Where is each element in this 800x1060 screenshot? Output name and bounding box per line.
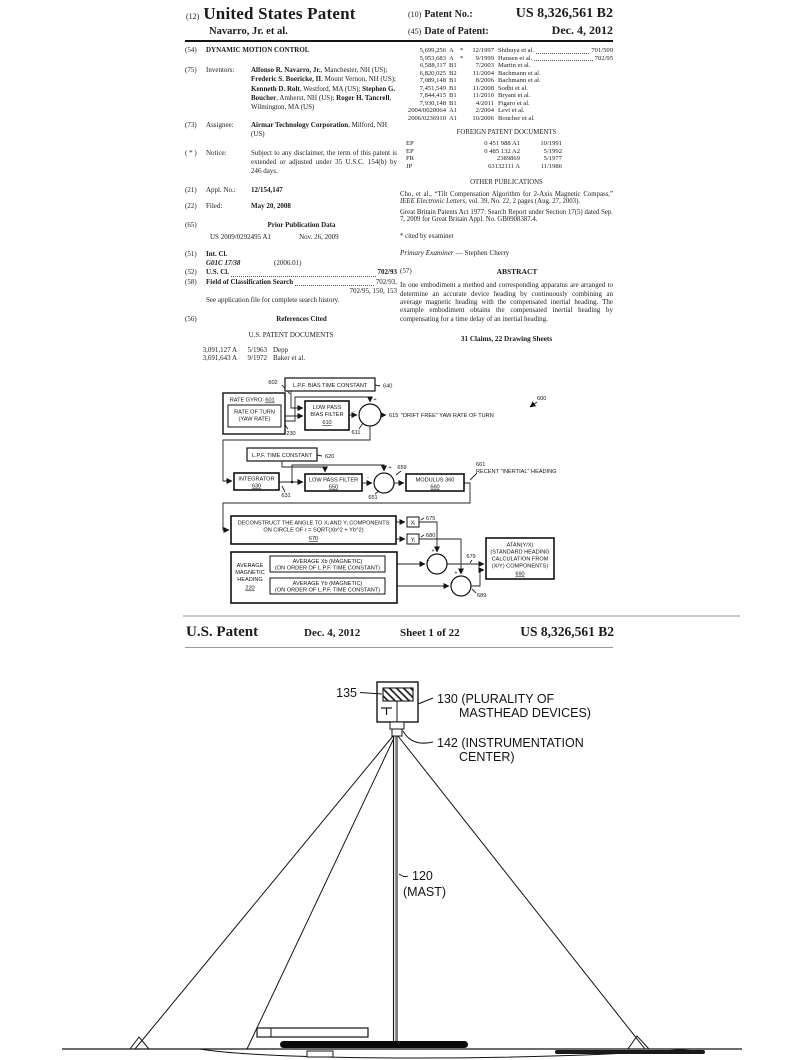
masthead-assembly: [377, 682, 418, 736]
cit-star: [460, 70, 467, 78]
mast-and-rigging: [135, 736, 645, 1049]
ref-name: Depp: [273, 345, 289, 354]
cit-kind: B1: [449, 77, 457, 84]
svg-text:601: 601: [265, 397, 275, 404]
svg-text:CALCULATION FROM: CALCULATION FROM: [491, 556, 549, 563]
bimini-bar: [280, 1041, 468, 1048]
svg-text:679: 679: [466, 554, 476, 560]
svg-text:660: 660: [430, 484, 440, 491]
label-130-line1: 130 (PLURALITY OF: [437, 692, 555, 706]
cit-no: 2004/0020064: [407, 107, 446, 114]
svg-text:659: 659: [397, 465, 407, 471]
foreign-cc: EP: [406, 147, 414, 155]
page-break-divider: [183, 615, 740, 617]
inventor-loc: , Manchester, NH (US);: [320, 66, 388, 75]
patent-number-row: [408, 6, 613, 22]
foreign-no: 2389869: [496, 155, 520, 163]
foreign-no: 0 485 132 A2: [484, 147, 520, 155]
patent-authors: Navarro, Jr. et al.: [209, 26, 288, 37]
svg-text:RECENT "INERTIAL" HEADING: RECENT "INERTIAL" HEADING: [476, 469, 557, 475]
citation-row: [400, 55, 613, 63]
pub1-post: , vol. 39, No. 22, 2 pages (Aug. 27, 2003).: [465, 198, 581, 206]
sheet-date: Dec. 4, 2012: [304, 627, 361, 639]
label-142-line2: CENTER): [459, 750, 515, 764]
cit-name: Bachmann et al.: [498, 77, 541, 84]
cit-date: 12/1997: [472, 47, 494, 54]
svg-text:HEADING: HEADING: [237, 577, 263, 583]
field-65-num: (65): [185, 220, 197, 229]
assignee-value: [251, 121, 397, 139]
examiner-name: — Stephen Cherry: [453, 248, 510, 257]
field-num-45: (45): [408, 27, 422, 36]
svg-text:(YAW RATE): (YAW RATE): [238, 416, 271, 423]
cit-kind: A: [449, 47, 454, 54]
svg-text:+: +: [431, 548, 435, 555]
front-left-column: [185, 46, 397, 362]
svg-text:690: 690: [515, 571, 525, 578]
field-22-filed: [185, 202, 397, 211]
assignee-label: Assignee:: [206, 121, 234, 130]
field-num-12: (12): [186, 12, 200, 21]
cit-star: [460, 92, 467, 100]
us-ref-row: [185, 346, 397, 354]
cit-name: Hansen et al.: [498, 54, 533, 62]
svg-text:L.P.F. BIAS TIME CONSTANT: L.P.F. BIAS TIME CONSTANT: [292, 383, 368, 389]
us-ref-row: [185, 354, 397, 362]
appl-no-label: Appl. No.:: [206, 186, 236, 195]
foreign-date: 5/1977: [543, 155, 562, 163]
svg-text:RATE OF TURN: RATE OF TURN: [234, 409, 275, 416]
svg-text:630: 630: [251, 483, 262, 490]
pub1-pre: Cho, et al., “Tilt Compensation Algorithm for 2-Axis Magnetic Compass,”: [400, 190, 613, 198]
us-cl-label: U.S. Cl.: [206, 268, 229, 277]
field-num-10: (10): [408, 10, 422, 19]
abstract-text: In one embodiment a method and corresponding apparatus are arranged to determine an accurate device heading by continuously combining an average magnetic heading with the compensated inertial heading. The example embodiment obtains the compensated inertial heading by compensating for a time delay of an inertial heading.: [400, 281, 613, 323]
svg-text:MODULUS 360: MODULUS 360: [415, 477, 455, 484]
abstract-title: ABSTRACT: [496, 267, 538, 277]
label-135: 135: [336, 686, 357, 700]
cit-star: [460, 115, 467, 123]
foreign-cc: JP: [406, 162, 413, 170]
cit-star: [460, 100, 467, 108]
cit-no: 5,699,256: [419, 47, 446, 54]
svg-text:640: 640: [383, 383, 393, 390]
cit-class: 701/509: [591, 47, 613, 54]
svg-text:LOW PASS: LOW PASS: [312, 405, 342, 411]
primary-examiner: [400, 249, 613, 258]
pub1-journal: IEEE Electronic Letters: [400, 198, 466, 206]
svg-text:+: +: [373, 397, 377, 403]
svg-text:230: 230: [286, 431, 296, 437]
inventors-list: [251, 66, 397, 112]
field-75-num: (75): [185, 66, 197, 75]
foreign-date: 10/1991: [540, 140, 562, 148]
svg-text:AVERAGE Xb (MAGNETIC): AVERAGE Xb (MAGNETIC): [292, 559, 363, 565]
svg-text:(X/Y) COMPONENTS): (X/Y) COMPONENTS): [491, 563, 549, 570]
prior-pub-row: [185, 233, 397, 242]
foreign-documents-table: [400, 140, 613, 170]
svg-text:650: 650: [328, 484, 339, 491]
label-120: 120: [412, 869, 433, 883]
citation-row: [400, 115, 613, 123]
figure-600-block-diagram: [185, 370, 620, 615]
sailboat-labels: [336, 686, 591, 899]
field-52-num: (52): [185, 268, 197, 277]
shroud: [247, 738, 394, 1049]
cit-star: [460, 107, 467, 115]
prior-pub-number: US 2009/0292495 A1: [210, 232, 272, 241]
citation-row: [400, 92, 613, 100]
label-130-line2: MASTHEAD DEVICES): [459, 706, 591, 720]
svg-text:L.P.F. TIME CONSTANT: L.P.F. TIME CONSTANT: [251, 453, 313, 459]
cit-no: 6,820,025: [419, 69, 446, 77]
cit-star: [460, 85, 467, 93]
foreign-cc: FR: [406, 155, 415, 163]
examiner-label: Primary Examiner: [400, 248, 454, 257]
svg-text:661: 661: [476, 462, 486, 468]
field-54-num: (54): [185, 46, 197, 54]
cit-no: 2006/0236910: [407, 114, 446, 122]
cit-date: 4/2011: [475, 99, 494, 107]
filed-date: May 20, 2008: [251, 202, 291, 211]
front-right-column: [400, 47, 613, 344]
field-57-num: (57): [400, 267, 412, 276]
inventor-name: Kenneth D. Rolt: [251, 84, 300, 93]
notice-num: ( * ): [185, 148, 197, 157]
inventor-loc: , Westford, MA (US);: [299, 84, 363, 93]
prior-pub-date: Nov. 26, 2009: [299, 232, 339, 241]
cit-kind: B1: [449, 84, 457, 92]
svg-text:ATAN(Y/X): ATAN(Y/X): [506, 542, 534, 549]
inventor-name: Stephen G. Boucher: [251, 84, 396, 102]
prior-pub-title: Prior Publication Data: [267, 220, 336, 229]
inventor-name: Frederic S. Boericke, II: [251, 75, 322, 84]
cit-date: 9/1999: [475, 54, 494, 62]
patent-title: United States Patent: [203, 4, 356, 23]
foreign-row: [400, 140, 613, 148]
field-51-intcl: [185, 250, 397, 259]
svg-text:Xᵢ: Xᵢ: [410, 520, 416, 527]
claims-line: 31 Claims, 22 Drawing Sheets: [460, 334, 553, 343]
label-120-mast: (MAST): [403, 885, 447, 899]
svg-text:-: -: [353, 409, 355, 415]
svg-text:BIAS FILTER: BIAS FILTER: [310, 412, 344, 418]
cit-no: 7,930,148: [419, 99, 446, 107]
field-search-label: Field of Classification Search: [206, 277, 294, 286]
svg-text:-: -: [367, 475, 369, 481]
svg-text:"DRIFT FREE" YAW RATE OF TURN: "DRIFT FREE" YAW RATE OF TURN: [401, 413, 494, 419]
field-51-num: (51): [185, 250, 197, 259]
citation-row: [400, 70, 613, 78]
cited-by-examiner: * cited by examiner: [400, 232, 454, 240]
sheet-number: Sheet 1 of 22: [400, 627, 460, 639]
filed-label: Filed:: [206, 202, 223, 211]
svg-text:Yᵢ: Yᵢ: [410, 537, 416, 544]
cit-star: [460, 62, 467, 70]
cit-name: Sodhi et al.: [498, 84, 528, 92]
backstay: [135, 736, 393, 1049]
cit-no: 7,089,148: [419, 77, 446, 84]
field-73-num: (73): [185, 121, 197, 130]
cit-no: 7,844,415: [419, 92, 446, 99]
svg-text:651: 651: [368, 495, 378, 501]
svg-text:INTEGRATOR: INTEGRATOR: [238, 476, 275, 483]
field-notice: [185, 149, 397, 177]
svg-text:631: 631: [281, 493, 291, 499]
cit-name: Bryant et al.: [498, 92, 531, 99]
citation-row: [400, 85, 613, 93]
field-21-appl: [185, 186, 397, 195]
masthead-device-box: [383, 688, 413, 701]
cit-name: Levi et al.: [498, 107, 525, 114]
cit-date: 10/2006: [472, 114, 494, 122]
sheet-patent-no: US 8,326,561 B2: [520, 624, 614, 639]
svg-text:DECONSTRUCT THE ANGLE TO Xᵢ AN: DECONSTRUCT THE ANGLE TO Xᵢ AND Yᵢ COMPONENTS: [237, 520, 390, 527]
inventor-loc: , Wilmington, MA (US): [251, 93, 392, 112]
citation-row: [400, 47, 613, 55]
front-header-left: [186, 4, 356, 24]
field-73-assignee: [185, 121, 397, 139]
inventors-label: Inventors:: [206, 66, 235, 75]
cit-date: 8/2006: [475, 77, 494, 84]
svg-text:602: 602: [268, 380, 278, 386]
cit-no: 7,451,549: [419, 84, 446, 92]
cit-date: 2/2004: [475, 107, 494, 114]
svg-text:+: +: [454, 570, 458, 577]
cit-name: Figaro et al.: [498, 99, 530, 107]
cit-kind: B1: [449, 62, 457, 69]
cit-kind: A1: [449, 107, 458, 114]
svg-text:(ON ORDER OF L.P.F. TIME CONST: (ON ORDER OF L.P.F. TIME CONSTANT): [274, 587, 381, 594]
assignee-name: Airmar Technology Corporation: [251, 121, 349, 130]
svg-text:MAGNETIC: MAGNETIC: [235, 570, 265, 576]
cit-kind: B1: [449, 92, 457, 99]
inventor-name: Roger H. Tancrell: [336, 93, 390, 102]
ref-no: 3,691,643 A: [202, 353, 237, 362]
field-58-search: [185, 278, 397, 287]
date-of-patent-label: Date of Patent:: [424, 26, 489, 37]
field-57-abstract: [400, 267, 613, 276]
svg-text:AVERAGE: AVERAGE: [236, 563, 264, 569]
int-cl-row: [185, 259, 397, 268]
cit-kind: B2: [449, 69, 457, 77]
int-cl-label: Int. Cl.: [206, 250, 228, 259]
svg-text:+: +: [388, 465, 392, 471]
foreign-row: [400, 148, 613, 156]
svg-text:(STANDARD HEADING: (STANDARD HEADING: [490, 549, 550, 556]
svg-text:ON CIRCLE OF r = SQRT(Xb^2 + Y: ON CIRCLE OF r = SQRT(Xb^2 + Yb^2): [263, 527, 364, 534]
assignee-loc: , Milford, NH (US): [251, 121, 387, 139]
cit-star: [460, 77, 467, 85]
svg-text:600: 600: [537, 396, 547, 402]
citation-row: [400, 100, 613, 108]
field-58-num: (58): [185, 277, 197, 286]
svg-text:+: +: [426, 558, 430, 564]
label-142-line1: 142 (INSTRUMENTATION: [437, 736, 584, 750]
us-patent-documents-title: U.S. PATENT DOCUMENTS: [248, 331, 334, 340]
stern-rail: [628, 1036, 649, 1049]
svg-text:680: 680: [426, 533, 436, 539]
ref-date: 5/1963: [247, 345, 267, 354]
foreign-documents-title: FOREIGN PATENT DOCUMENTS: [456, 129, 557, 136]
svg-text:670: 670: [308, 536, 319, 542]
figure-sailboat: [60, 650, 760, 1060]
cit-date: 11/2008: [472, 84, 494, 92]
header-rule: [185, 40, 613, 42]
patent-date-row: [408, 23, 613, 38]
field-search-v1: 702/93,: [375, 277, 397, 286]
svg-text:620: 620: [325, 454, 335, 460]
field-22-num: (22): [185, 202, 197, 211]
int-cl-class: G01C 17/38: [206, 259, 241, 268]
svg-text:AVERAGE Yb (MAGNETIC): AVERAGE Yb (MAGNETIC): [292, 581, 363, 587]
field-56-refs: [185, 315, 397, 324]
dot-leader: [536, 47, 589, 54]
cit-name: Shibuya et al.: [498, 47, 535, 54]
citation-row: [400, 62, 613, 70]
svg-text:610: 610: [322, 420, 332, 426]
cit-date: 11/2004: [472, 69, 494, 77]
cit-kind: B1: [449, 99, 457, 107]
cit-kind: A: [449, 54, 454, 62]
cit-name: Boucher et al.: [498, 114, 535, 122]
cit-no: 5,953,683: [419, 54, 446, 62]
svg-text:675: 675: [426, 516, 436, 522]
dot-leader: [534, 55, 592, 62]
svg-text:689: 689: [477, 593, 487, 599]
field-52-uscl: [185, 268, 397, 277]
notice-text: Subject to any disclaimer, the term of this patent is extended or adjusted under 35 U.S.C. 154(b) by 246 days.: [251, 148, 397, 176]
cit-name: Bachmann et al.: [498, 69, 541, 77]
cit-date: 11/2010: [472, 92, 494, 99]
cit-name: Martin et al.: [498, 62, 531, 69]
citation-row: [400, 77, 613, 85]
field-21-num: (21): [185, 186, 197, 195]
foreign-row: [400, 155, 613, 163]
foreign-row: [400, 163, 613, 171]
ref-date: 9/1972: [247, 353, 267, 362]
references-cited-title: References Cited: [276, 315, 327, 324]
sheet-us-patent: U.S. Patent: [186, 624, 259, 640]
citation-row: [400, 107, 613, 115]
foreign-date: 11/1986: [540, 162, 562, 170]
publication-1: [400, 191, 613, 206]
svg-text:+: +: [450, 580, 454, 586]
cit-star: *: [460, 47, 464, 54]
notice-label: Notice:: [206, 148, 227, 157]
field-56-num: (56): [185, 315, 197, 324]
dot-leader: [295, 278, 374, 286]
field-65-prior-pub: [185, 221, 397, 230]
publication-2: Great Britain Patents Act 1977: Search Report under Section 17(5) dated Sep. 7, 2009 for Great Britain Appl. No. GB0908387.4.: [400, 208, 613, 224]
cit-kind: A1: [449, 114, 458, 122]
dot-leader: [231, 268, 376, 276]
foreign-no: 0 451 988 A1: [484, 140, 520, 148]
patent-no-label: Patent No.:: [424, 9, 473, 20]
cit-class: 702/95: [594, 54, 613, 62]
ref-no: 3,091,127 A: [202, 345, 237, 354]
svg-text:(ON ORDER OF L.P.F. TIME CONST: (ON ORDER OF L.P.F. TIME CONSTANT): [274, 565, 381, 572]
field-search-note: See application file for complete search history.: [206, 296, 340, 305]
field-54-title: [185, 46, 397, 55]
svg-text:615: 615: [389, 413, 399, 419]
foreign-date: 5/1992: [543, 147, 562, 155]
foreign-no: 63132111 A: [488, 162, 520, 170]
invention-title: DYNAMIC MOTION CONTROL: [206, 46, 310, 54]
svg-text:RATE GYRO: RATE GYRO: [229, 397, 263, 404]
us-cl-value: 702/93: [377, 268, 397, 277]
field-75-inventors: [185, 66, 397, 112]
cit-date: 7/2003: [475, 62, 494, 69]
svg-text:LOW PASS FILTER: LOW PASS FILTER: [308, 477, 359, 484]
other-publications-title: OTHER PUBLICATIONS: [470, 178, 543, 186]
cit-no: 6,588,117: [419, 62, 446, 69]
field-search-v2: 702/95, 150, 153: [349, 286, 397, 295]
ref-name: Baker et al.: [273, 353, 306, 362]
int-cl-edition: (2006.01): [274, 259, 302, 268]
inventor-name: Alfonso R. Navarro, Jr.: [251, 66, 321, 75]
sheet-header: [186, 624, 614, 641]
foreign-cc: EP: [406, 140, 414, 148]
inventor-loc: , Amherst, NH (US);: [276, 93, 337, 102]
sheet-header-rule: [185, 647, 613, 648]
boom: [257, 1028, 368, 1037]
date-of-patent: Dec. 4, 2012: [551, 23, 613, 37]
svg-text:611: 611: [351, 430, 361, 436]
svg-text:220: 220: [245, 585, 255, 592]
cit-star: *: [460, 54, 464, 62]
appl-no-value: 12/154,147: [251, 186, 283, 195]
cabin-top: [555, 1050, 705, 1054]
inventor-loc: , Mount Vernon, NH (US);: [321, 75, 396, 84]
patent-number: US 8,326,561 B2: [515, 6, 613, 21]
